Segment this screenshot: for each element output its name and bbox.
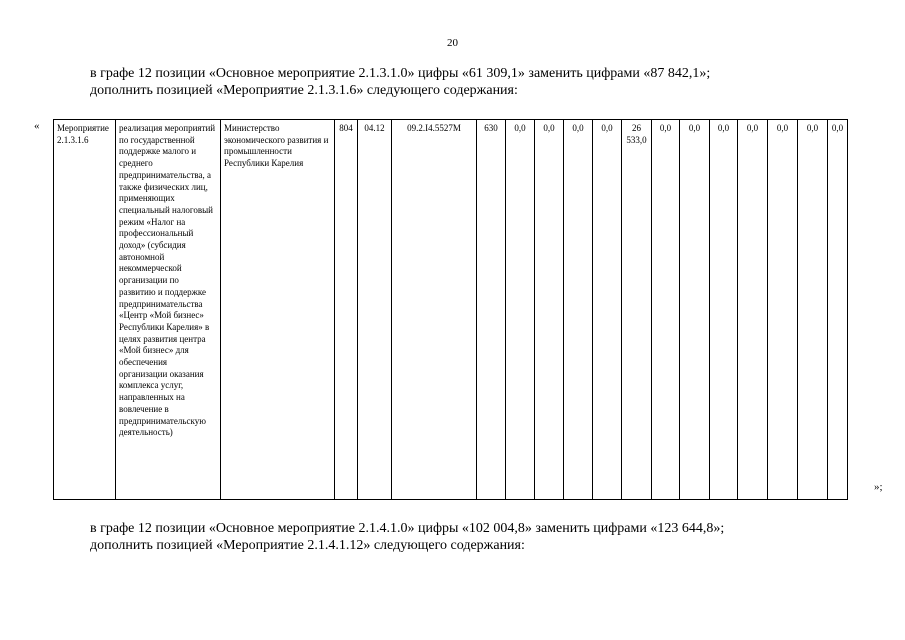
event-cell: Мероприятие 2.1.3.1.6 — [54, 120, 116, 500]
section-cell: 04.12 — [358, 120, 392, 500]
grbs-cell: 804 — [335, 120, 358, 500]
amendment-line-2: дополнить позицией «Мероприятие 2.1.3.1.6» следующего содержания: — [90, 83, 518, 98]
value-cell: 0,0 — [710, 120, 738, 500]
value-cell: 0,0 — [768, 120, 798, 500]
value-cell: 0,0 — [828, 120, 848, 500]
value-cell: 0,0 — [798, 120, 828, 500]
closing-quote-mark: »; — [874, 481, 883, 493]
value-cell: 0,0 — [535, 120, 564, 500]
target-article-cell: 09.2.I4.5527M — [392, 120, 477, 500]
description-cell: реализация мероприятий по государственной поддержке малого и среднего предпринимательства, а также физических лиц, применяющих специальный налоговый режим «Налог на профессиональный доход» (субсидия автономной некоммерческой организации по развитию и поддержке предпринимательства «Центр «Мой бизнес» Республики Карелия» в целях развития центра «Мой бизнес» для обеспечения организации оказания комплекса услуг, направленных на вовлечение в предпринимательскую деятельность) — [116, 120, 221, 500]
amendment-line-4: дополнить позицией «Мероприятие 2.1.4.1.12» следующего содержания: — [90, 538, 525, 553]
amendment-line-1: в графе 12 позиции «Основное мероприятие 2.1.3.1.0» цифры «61 309,1» заменить цифрами «87 842,1»; — [90, 66, 711, 81]
table-row — [54, 120, 868, 500]
ministry-cell: Министерство экономического развития и промышленности Республики Карелия — [221, 120, 335, 500]
value-cell: 26 533,0 — [622, 120, 652, 500]
value-cell: 0,0 — [506, 120, 535, 500]
value-cell: 0,0 — [593, 120, 622, 500]
value-cell: 0,0 — [652, 120, 680, 500]
budget-table — [53, 119, 868, 500]
page-number: 20 — [447, 37, 458, 49]
value-cell: 0,0 — [564, 120, 593, 500]
opening-quote-mark: « — [34, 120, 40, 132]
amendment-paragraph-2 — [90, 520, 880, 554]
amendment-paragraph-1 — [90, 65, 880, 99]
expense-type-cell: 630 — [477, 120, 506, 500]
amendment-line-3: в графе 12 позиции «Основное мероприятие 2.1.4.1.0» цифры «102 004,8» заменить цифрами «123 644,8»; — [90, 521, 725, 536]
value-cell: 0,0 — [738, 120, 768, 500]
value-cell: 0,0 — [680, 120, 710, 500]
